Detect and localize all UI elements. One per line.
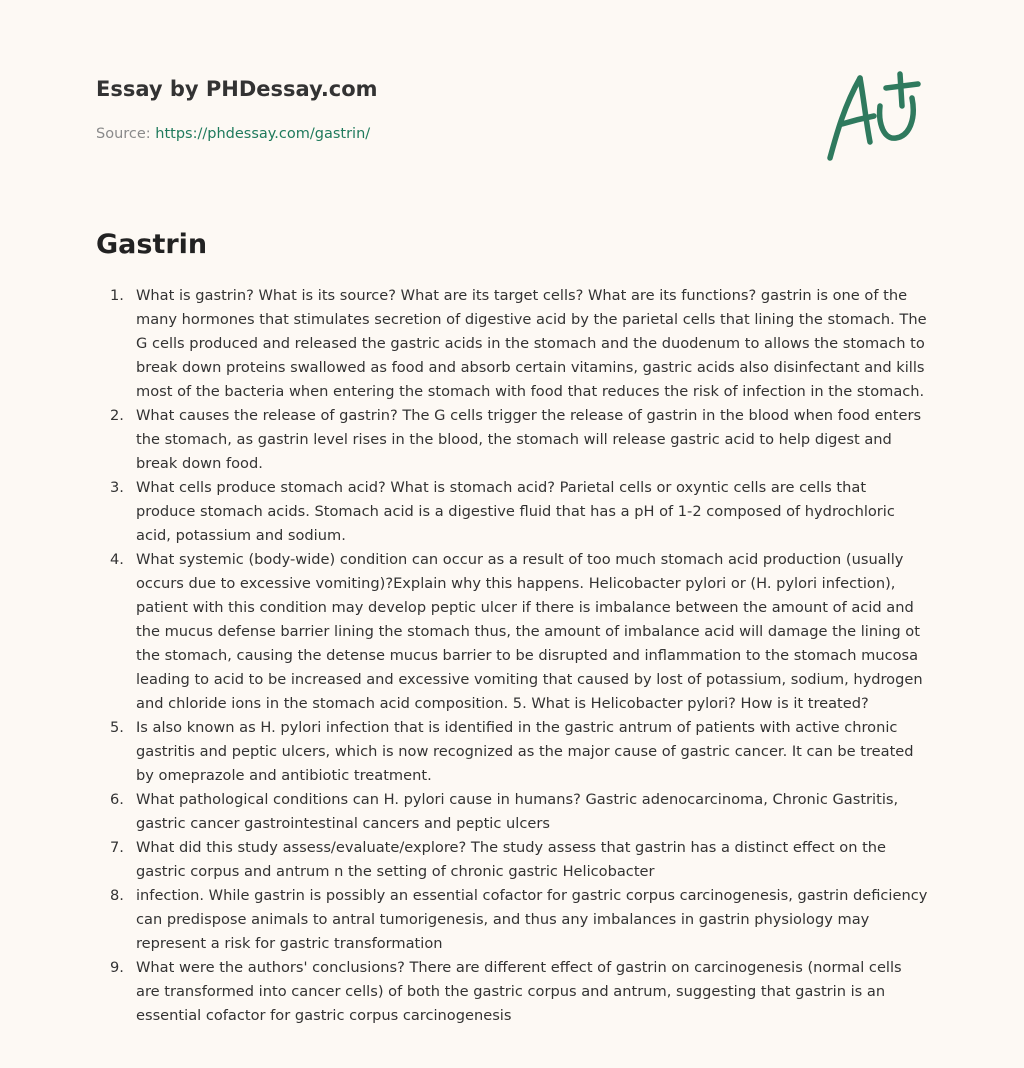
a-plus-logo-icon — [820, 66, 930, 166]
source-label: Source: — [96, 126, 156, 142]
list-item — [96, 884, 928, 956]
item-text: What did this study assess/evaluate/explore? The study assess that gastrin has a distinct effect on the gastric corpus and antrum n the setting of chronic gastric Helicobacter — [136, 839, 887, 880]
essay-title: Gastrin — [96, 229, 208, 260]
item-text: Is also known as H. pylori infection that is identified in the gastric antrum of patients with active chronic gastritis and peptic ulcers, which is now recognized as the major cause of gastric cancer. It can be treated by omeprazole and antibiotic treatment. — [136, 719, 914, 784]
item-number: 5. — [110, 719, 124, 736]
item-number: 8. — [110, 887, 124, 904]
item-number: 7. — [110, 839, 124, 856]
list-item — [96, 548, 928, 716]
item-text: What systemic (body-wide) condition can occur as a result of too much stomach acid production (usually occurs due to excessive vomiting)?Explain why this happens. Helicobacter pylori or (H. pylori infection), patient with this condition may develop peptic ulcer if there is imbalance between the amount of acid and the mucus defense barrier lining the stomach thus, the amount of imbalance acid will damage the lining ot the stomach, causing the detense mucus barrier to be disrupted and inflammation to the stomach mucosa leading to acid to be increased and excessive vomiting that caused by lost of potassium, sodium, hydrogen and chloride ions in the stomach acid composition. 5. What is Helicobacter pylori? How is it treated? — [136, 551, 923, 712]
item-number: 4. — [110, 551, 124, 568]
item-number: 2. — [110, 407, 124, 424]
item-text: What pathological conditions can H. pylori cause in humans? Gastric adenocarcinoma, Chronic Gastritis, gastric cancer gastrointestinal cancers and peptic ulcers — [136, 791, 899, 832]
item-text: What causes the release of gastrin? The G cells trigger the release of gastrin in the blood when food enters the stomach, as gastrin level rises in the blood, the stomach will release gastric acid to help digest and break down food. — [136, 407, 922, 472]
list-item — [96, 716, 928, 788]
page-header — [96, 74, 796, 144]
source-line — [96, 124, 796, 144]
list-item — [96, 404, 928, 476]
list-item — [96, 476, 928, 548]
essay-list — [96, 284, 928, 1028]
item-text: What is gastrin? What is its source? What are its target cells? What are its functions? gastrin is one of the many hormones that stimulates secretion of digestive acid by the parietal cells that lining the stomach. The G cells produced and released the gastric acids in the stomach and the duodenum to allows the stomach to break down proteins swallowed as food and absorb certain vitamins, gastric acids also disinfectant and kills most of the bacteria when entering the stomach with food that reduces the risk of infection in the stomach. — [136, 287, 927, 400]
list-item — [96, 836, 928, 884]
item-text: What were the authors' conclusions? There are different effect of gastrin on carcinogenesis (normal cells are transformed into cancer cells) of both the gastric corpus and antrum, suggesting that gastrin is an essential cofactor for gastric corpus carcinogenesis — [136, 959, 902, 1024]
item-text: What cells produce stomach acid? What is stomach acid? Parietal cells or oxyntic cells are cells that produce stomach acids. Stomach acid is a digestive fluid that has a pH of 1-2 composed of hydrochloric acid, potassium and sodium. — [136, 479, 895, 544]
site-title: Essay by PHDessay.com — [96, 77, 378, 101]
list-item — [96, 788, 928, 836]
source-link[interactable]: https://phdessay.com/gastrin/ — [155, 126, 371, 142]
item-number: 6. — [110, 791, 124, 808]
list-item — [96, 956, 928, 1028]
list-item — [96, 284, 928, 404]
item-number: 1. — [110, 287, 124, 304]
item-text: infection. While gastrin is possibly an essential cofactor for gastric corpus carcinogenesis, gastrin deficiency can predispose animals to antral tumorigenesis, and thus any imbalances in gastrin physiology may represent a risk for gastric transformation — [136, 887, 928, 952]
item-number: 9. — [110, 959, 124, 976]
item-number: 3. — [110, 479, 124, 496]
